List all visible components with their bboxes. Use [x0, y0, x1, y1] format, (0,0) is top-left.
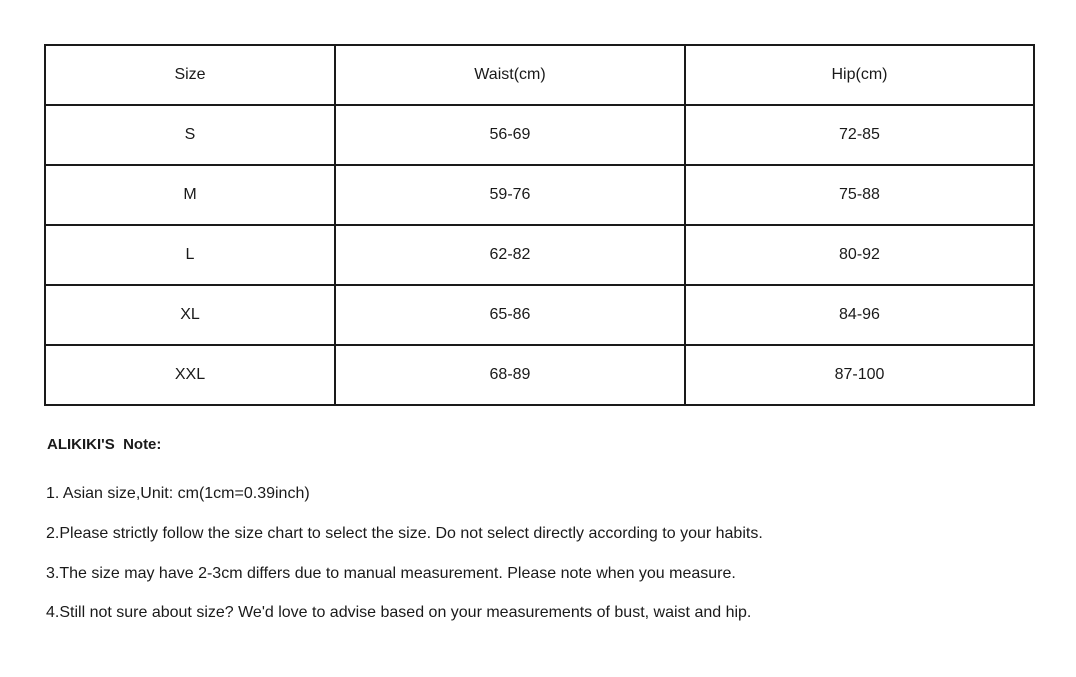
table-row: [45, 345, 1034, 405]
header-waist: Waist(cm): [335, 45, 685, 105]
size-chart-table: [44, 44, 1035, 406]
table-row: [45, 285, 1034, 345]
cell-hip: 80-92: [685, 225, 1034, 285]
cell-hip: 75-88: [685, 165, 1034, 225]
cell-hip: 72-85: [685, 105, 1034, 165]
table-row: [45, 105, 1034, 165]
header-hip: Hip(cm): [685, 45, 1034, 105]
note-line-4: 4.Still not sure about size? We'd love to advise based on your measurements of bust, waist and hip.: [46, 604, 752, 621]
cell-waist: 68-89: [335, 345, 685, 405]
table-row: [45, 165, 1034, 225]
note-title: ALIKIKI'S Note:: [47, 436, 162, 453]
cell-hip: 87-100: [685, 345, 1034, 405]
cell-waist: 62-82: [335, 225, 685, 285]
cell-waist: 65-86: [335, 285, 685, 345]
note-line-3: 3.The size may have 2-3cm differs due to manual measurement. Please note when you measure.: [46, 565, 736, 582]
cell-size: M: [45, 165, 335, 225]
note-line-2: 2.Please strictly follow the size chart to select the size. Do not select directly according to your habits.: [46, 525, 763, 542]
table-row: [45, 225, 1034, 285]
cell-hip: 84-96: [685, 285, 1034, 345]
cell-size: XL: [45, 285, 335, 345]
cell-size: L: [45, 225, 335, 285]
cell-size: S: [45, 105, 335, 165]
table-header-row: [45, 45, 1034, 105]
cell-waist: 59-76: [335, 165, 685, 225]
cell-waist: 56-69: [335, 105, 685, 165]
cell-size: XXL: [45, 345, 335, 405]
header-size: Size: [45, 45, 335, 105]
note-line-1: 1. Asian size,Unit: cm(1cm=0.39inch): [46, 485, 310, 502]
